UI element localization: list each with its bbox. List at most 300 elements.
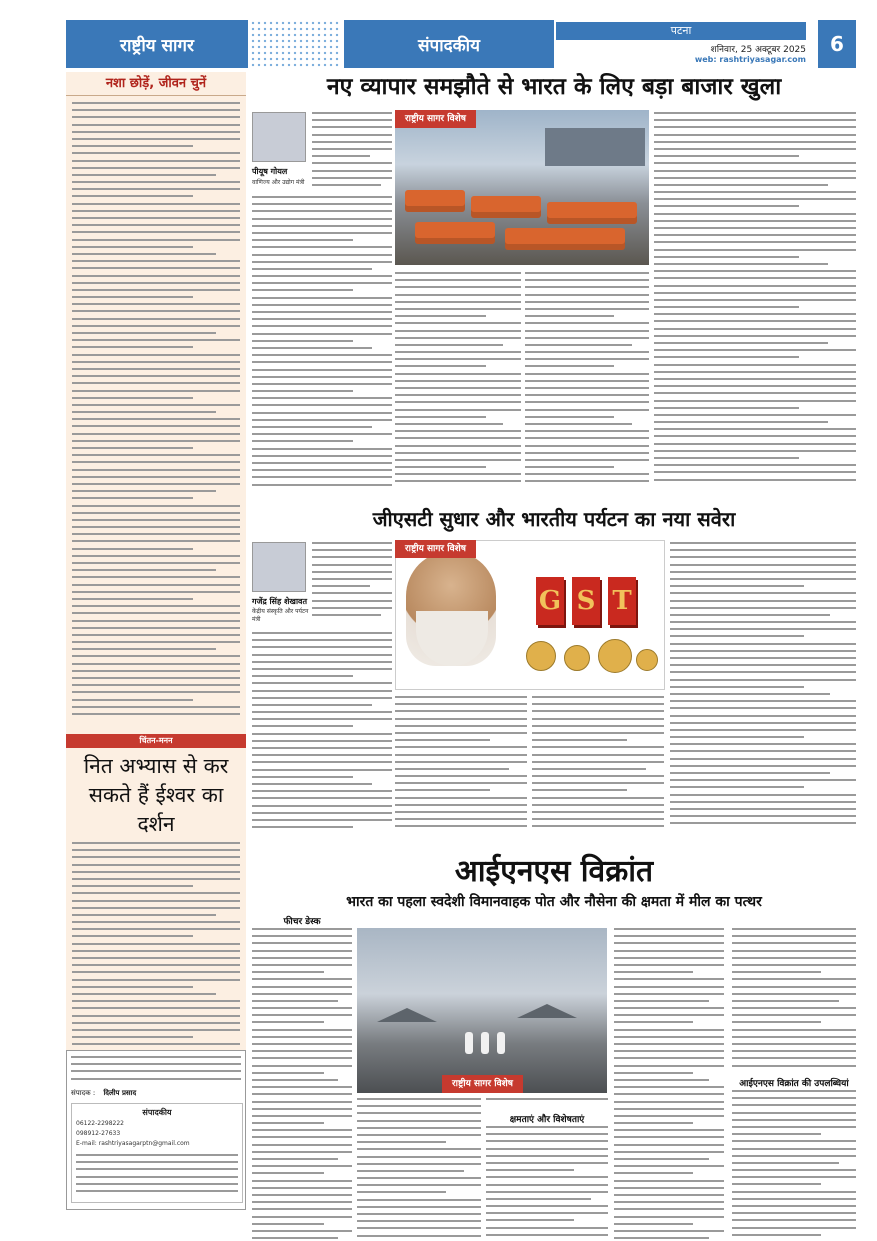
contact-phone: 06122-2298222 [76, 1120, 124, 1127]
text-line [252, 361, 392, 363]
text-line [614, 1223, 693, 1225]
text-line [670, 736, 804, 738]
story2-author-name: गजेंद्र सिंह शेखावत [252, 597, 308, 606]
text-line [614, 1000, 709, 1002]
text-line [395, 308, 521, 310]
text-line [614, 1007, 724, 1009]
text-line [732, 986, 856, 988]
story3-subsection1: क्षमताएं और विशेषताएं [509, 1115, 585, 1125]
text-line [72, 411, 216, 413]
text-line [312, 556, 392, 558]
text-line [654, 112, 856, 114]
text-line [252, 448, 392, 450]
text-line [252, 1194, 352, 1196]
text-line [614, 1057, 724, 1059]
text-line [72, 900, 240, 902]
editorial-contact-box [71, 1103, 243, 1203]
text-line [614, 1108, 724, 1110]
text-line [252, 690, 392, 692]
header-info [556, 20, 806, 68]
text-line [252, 1101, 352, 1103]
text-line [614, 1086, 724, 1088]
text-line [72, 979, 240, 981]
text-line [732, 1112, 856, 1114]
text-line [486, 1227, 608, 1229]
text-line [357, 1177, 481, 1179]
text-line [252, 942, 352, 944]
text-line [72, 368, 240, 370]
text-line [72, 943, 240, 945]
text-line [72, 526, 240, 528]
text-line [654, 435, 856, 437]
text-line [252, 1223, 324, 1225]
text-line [72, 239, 240, 241]
story2-headline: जीएसटी सुधार और भारतीय पर्यटन का नया सवेरा [372, 507, 736, 531]
text-line [252, 1108, 352, 1110]
text-line [654, 342, 828, 344]
text-line [72, 282, 240, 284]
text-line [732, 1155, 856, 1157]
text-line [72, 167, 240, 169]
text-line [252, 462, 392, 464]
text-line [72, 469, 240, 471]
text-line [312, 112, 392, 114]
text-line [486, 1169, 574, 1171]
text-line [72, 195, 193, 197]
text-line [395, 775, 527, 777]
text-line [72, 152, 240, 154]
text-line [72, 260, 240, 262]
text-line [312, 578, 392, 580]
text-line [395, 279, 521, 281]
text-line [654, 177, 856, 179]
text-line [525, 473, 649, 475]
text-line [732, 1140, 856, 1142]
text-line [72, 670, 240, 672]
text-line [654, 479, 856, 481]
story2-tag: राष्ट्रीय सागर विशेष [395, 540, 476, 558]
text-line [252, 469, 392, 471]
text-line [72, 490, 216, 492]
text-line [72, 871, 240, 873]
text-line [72, 375, 240, 377]
text-line [72, 928, 240, 930]
text-line [252, 819, 392, 821]
text-line [252, 282, 392, 284]
text-line [614, 1129, 724, 1131]
text-line [654, 119, 856, 121]
text-line [670, 628, 856, 630]
text-line [525, 286, 649, 288]
text-line [532, 818, 664, 820]
text-line [72, 217, 240, 219]
crate-shape [505, 228, 625, 250]
text-line [670, 585, 804, 587]
text-line [732, 971, 821, 973]
text-line [732, 1000, 839, 1002]
contact-mobile: 098912-27633 [76, 1130, 121, 1137]
text-line [395, 703, 527, 705]
text-line [525, 308, 649, 310]
text-line [72, 655, 240, 657]
text-line [76, 1154, 238, 1156]
text-line [252, 275, 392, 277]
text-line [614, 1101, 724, 1103]
text-line [72, 382, 240, 384]
text-line [614, 1036, 724, 1038]
text-line [654, 263, 828, 265]
text-line [72, 318, 240, 320]
text-line [357, 1235, 481, 1237]
text-line [72, 461, 240, 463]
text-line [72, 627, 240, 629]
text-line [486, 1191, 608, 1193]
text-line [732, 1007, 856, 1009]
text-line [614, 1043, 724, 1045]
imprint-editor-name: दिलीप प्रसाद [103, 1089, 137, 1097]
text-line [732, 1126, 856, 1128]
text-line [72, 404, 240, 406]
text-line [732, 935, 856, 937]
text-line [614, 1180, 724, 1182]
text-line [252, 1093, 352, 1095]
text-line [670, 564, 856, 566]
text-line [72, 1007, 240, 1009]
text-line [312, 542, 392, 544]
text-line [252, 304, 392, 306]
crate-shape [471, 196, 541, 218]
text-line [72, 102, 240, 104]
text-line [395, 286, 521, 288]
text-line [252, 747, 392, 749]
text-line [72, 145, 193, 147]
text-line [395, 797, 527, 799]
story3-photo [357, 928, 607, 1093]
text-line [72, 605, 240, 607]
text-line [252, 1216, 352, 1218]
text-line [252, 928, 352, 930]
text-line [252, 639, 392, 641]
text-line [72, 296, 193, 298]
story1-photo [395, 110, 649, 265]
text-line [670, 679, 856, 681]
text-line [395, 358, 521, 360]
text-line [357, 1127, 481, 1129]
text-line [72, 181, 240, 183]
text-line [532, 718, 664, 720]
text-line [72, 1000, 240, 1002]
text-line [395, 416, 486, 418]
text-line [614, 1050, 724, 1052]
text-line [614, 957, 724, 959]
text-line [614, 1216, 724, 1218]
text-line [312, 564, 392, 566]
text-line [312, 177, 392, 179]
masthead: राष्ट्रीय सागर [66, 20, 248, 68]
text-line [732, 1043, 856, 1045]
text-line [252, 325, 392, 327]
text-line [732, 942, 856, 944]
text-line [532, 725, 664, 727]
text-line [72, 310, 240, 312]
text-line [252, 289, 353, 291]
text-line [670, 750, 856, 752]
text-line [732, 1133, 821, 1135]
text-line [72, 512, 240, 514]
story3-col1-text [252, 928, 352, 1241]
jet-shape [517, 1004, 577, 1018]
coin-shape [636, 649, 658, 671]
text-line [252, 978, 352, 980]
text-line [72, 160, 240, 162]
text-line [72, 109, 240, 111]
text-line [654, 385, 856, 387]
text-line [670, 614, 830, 616]
text-line [357, 1170, 464, 1172]
text-line [72, 885, 193, 887]
text-line [670, 556, 856, 558]
text-line [654, 328, 856, 330]
text-line [614, 1151, 724, 1153]
text-line [395, 322, 521, 324]
coin-shape [598, 639, 632, 673]
story3-col3b-text [486, 1126, 608, 1241]
text-line [72, 986, 193, 988]
text-line [252, 971, 324, 973]
text-line [670, 715, 856, 717]
text-line [532, 782, 664, 784]
text-line [312, 600, 392, 602]
text-line [654, 184, 828, 186]
story3-byline: फीचर डेस्क [283, 917, 321, 927]
text-line [732, 1119, 856, 1121]
text-line [72, 591, 240, 593]
text-line [357, 1184, 481, 1186]
text-line [732, 1227, 856, 1229]
text-line [312, 162, 392, 164]
text-line [654, 191, 856, 193]
text-line [72, 1015, 240, 1017]
text-line [670, 779, 856, 781]
editorial-title: नशा छोड़ें, जीवन चुनें [66, 72, 246, 96]
header-date: शनिवार, 25 अक्टूबर 2025 [710, 45, 806, 55]
text-line [525, 272, 649, 274]
text-line [670, 794, 856, 796]
text-line [525, 380, 649, 382]
text-line [72, 418, 240, 420]
text-line [732, 957, 856, 959]
text-line [532, 761, 664, 763]
text-line [614, 1014, 724, 1016]
text-line [614, 986, 724, 988]
text-line [654, 234, 856, 236]
text-line [732, 1162, 839, 1164]
text-line [654, 400, 856, 402]
text-line [670, 707, 856, 709]
text-line [486, 1176, 608, 1178]
text-line [72, 907, 240, 909]
text-line [525, 301, 649, 303]
story3-tag: राष्ट्रीय सागर विशेष [442, 1075, 523, 1093]
text-line [252, 218, 392, 220]
text-line [486, 1212, 608, 1214]
text-line [72, 993, 216, 995]
text-line [252, 957, 352, 959]
text-line [614, 942, 724, 944]
text-line [395, 351, 521, 353]
text-line [252, 426, 372, 428]
text-line [732, 1057, 856, 1059]
text-line [670, 549, 856, 551]
text-line [670, 571, 856, 573]
text-line [72, 856, 240, 858]
text-line [532, 811, 664, 813]
text-line [525, 315, 614, 317]
text-line [252, 733, 392, 735]
header-dot-pattern [250, 20, 340, 68]
story1-author-name: पीयूष गोयल [252, 167, 288, 176]
text-line [252, 1029, 352, 1031]
text-line [252, 318, 392, 320]
text-line [654, 364, 856, 366]
sailor-shape [481, 1032, 489, 1054]
text-line [525, 445, 649, 447]
text-line [76, 1168, 238, 1170]
text-line [654, 134, 856, 136]
text-line [357, 1120, 481, 1122]
text-line [532, 768, 646, 770]
text-line [312, 148, 392, 150]
text-line [72, 684, 240, 686]
text-line [670, 600, 856, 602]
text-line [252, 476, 392, 478]
text-line [252, 1165, 352, 1167]
text-line [614, 1194, 724, 1196]
story1-col4-text [654, 112, 856, 492]
text-line [72, 397, 193, 399]
text-line [614, 993, 724, 995]
text-line [72, 964, 240, 966]
text-line [525, 466, 614, 468]
text-line [395, 710, 527, 712]
text-line [525, 423, 632, 425]
story3-subhead: भारत का पहला स्वदेशी विमानवाहक पोत और नौसेना की क्षमता में मील का पत्थर [346, 894, 762, 910]
text-line [252, 210, 392, 212]
text-line [395, 452, 521, 454]
text-line [670, 657, 856, 659]
text-line [654, 428, 856, 430]
text-line [72, 447, 193, 449]
text-line [525, 387, 649, 389]
text-line [72, 231, 240, 233]
imprint-publisher-text [71, 1056, 241, 1086]
contact-box-title: संपादकीय [142, 1108, 172, 1117]
coin-shape [526, 641, 556, 671]
text-line [72, 569, 216, 571]
text-line [72, 921, 240, 923]
text-line [532, 703, 664, 705]
text-line [670, 822, 856, 824]
jet-shape [377, 1008, 437, 1022]
text-line [312, 571, 392, 573]
text-line [670, 786, 804, 788]
text-line [486, 1133, 608, 1135]
story3-subsection2: आईएनएस विक्रांत की उपलब्धियां [739, 1079, 849, 1089]
text-line [76, 1161, 238, 1163]
text-line [395, 387, 521, 389]
text-line [732, 1183, 821, 1185]
text-line [71, 1063, 241, 1065]
text-line [252, 986, 352, 988]
text-line [72, 555, 240, 557]
text-line [72, 648, 216, 650]
text-line [670, 722, 856, 724]
text-line [532, 732, 664, 734]
text-line [72, 677, 240, 679]
text-line [486, 1140, 608, 1142]
text-line [732, 1205, 856, 1207]
text-line [357, 1199, 481, 1201]
text-line [72, 620, 240, 622]
story1-col3-text [525, 272, 649, 492]
text-line [252, 783, 372, 785]
text-line [654, 371, 856, 373]
text-line [252, 433, 392, 435]
text-line [252, 769, 392, 771]
text-line [486, 1155, 608, 1157]
text-line [252, 661, 392, 663]
text-line [72, 935, 193, 937]
text-line [525, 416, 614, 418]
story1-tag: राष्ट्रीय सागर विशेष [395, 110, 476, 128]
text-line [71, 1070, 241, 1072]
text-line [252, 1180, 352, 1182]
text-line [357, 1134, 481, 1136]
text-line [654, 249, 856, 251]
text-line [312, 119, 392, 121]
text-line [670, 578, 856, 580]
text-line [252, 1208, 352, 1210]
text-line [72, 849, 240, 851]
imprint-editor [71, 1089, 243, 1098]
text-line [72, 440, 240, 442]
text-line [395, 732, 527, 734]
text-line [252, 1079, 338, 1081]
text-line [732, 1234, 821, 1236]
text-line [654, 162, 856, 164]
text-line [72, 476, 240, 478]
text-line [72, 878, 240, 880]
text-line [252, 1151, 352, 1153]
text-line [654, 306, 799, 308]
text-line [525, 394, 649, 396]
gst-tile-t: T [608, 577, 636, 625]
text-line [252, 455, 392, 457]
text-line [486, 1219, 574, 1221]
text-line [525, 330, 649, 332]
text-line [252, 1021, 324, 1023]
text-line [614, 1115, 724, 1117]
text-line [72, 519, 240, 521]
text-line [252, 1057, 352, 1059]
text-line [395, 818, 527, 820]
story3-col4-text [614, 928, 724, 1241]
text-line [525, 279, 649, 281]
text-line [732, 1169, 856, 1171]
story2-col1-text [312, 542, 392, 622]
text-line [252, 340, 353, 342]
text-line [614, 935, 724, 937]
